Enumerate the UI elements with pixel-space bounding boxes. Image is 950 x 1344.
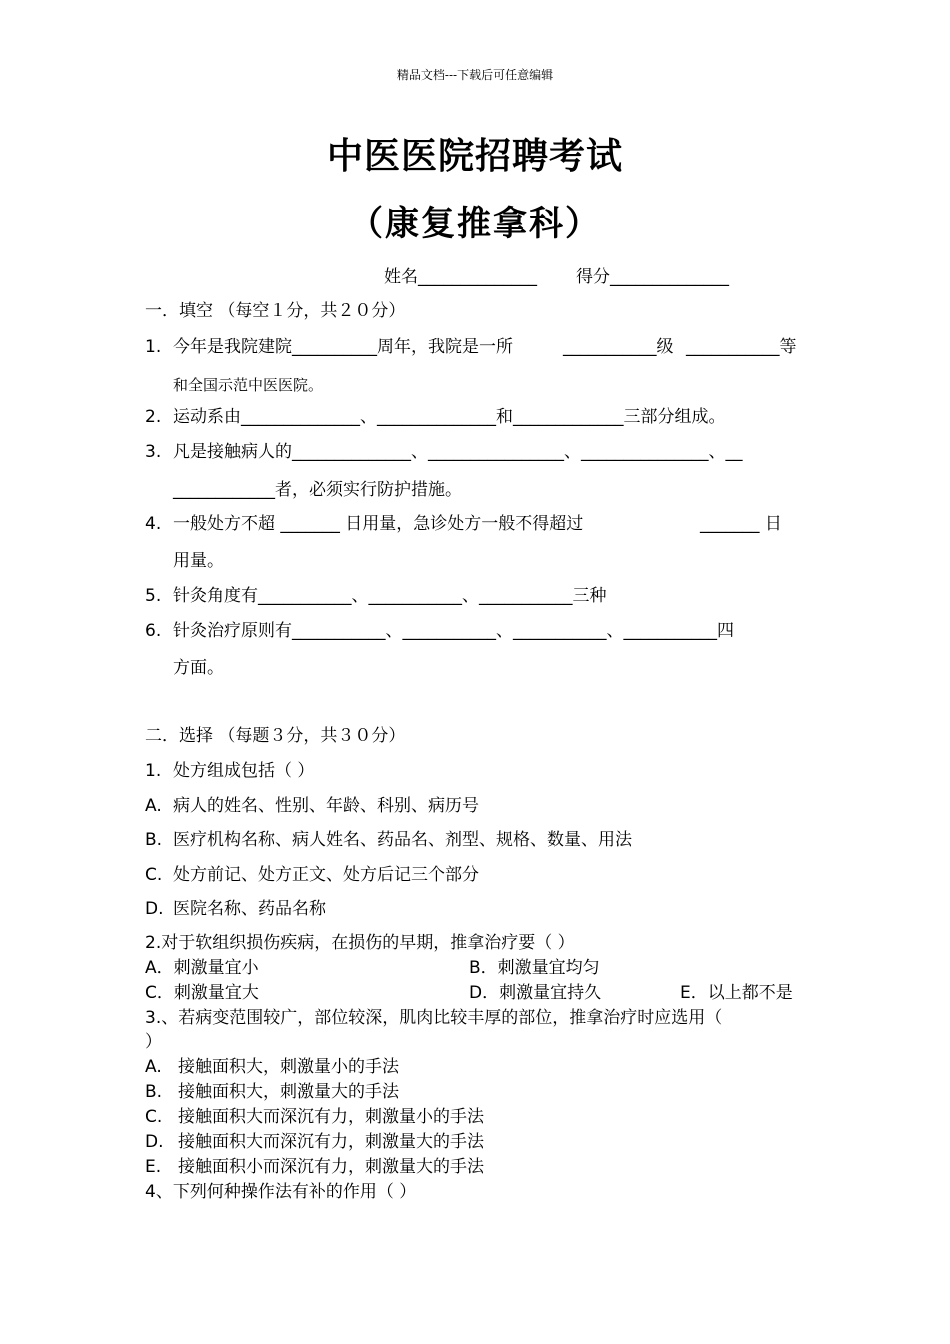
fill-q3-text: 凡是接触病人的______________、________________、_______________、__ — [173, 442, 743, 462]
choice-q4-text: 4、下列何种操作法有补的作用（ ） — [145, 1182, 417, 1202]
choice-q1-option-c-label[interactable]: C. — [145, 865, 163, 885]
choice-q3-option-c-label[interactable]: C. — [145, 1107, 163, 1127]
choice-q3-option-e-label[interactable]: E. — [145, 1157, 162, 1177]
choice-q3-option-d-label[interactable]: D. — [145, 1132, 164, 1152]
fill-q6-continuation: 方面。 — [173, 658, 224, 678]
fill-q1-text: 今年是我院建院__________周年，我院是一所 — [173, 337, 513, 357]
name-field[interactable]: 姓名______________ — [384, 267, 537, 287]
choice-q3-option-a-label[interactable]: A. — [145, 1057, 162, 1077]
choice-q1-option-a[interactable]: 病人的姓名、性别、年龄、科别、病历号 — [173, 796, 479, 816]
choice-q1-option-b[interactable]: 医疗机构名称、病人姓名、药品名、剂型、规格、数量、用法 — [173, 830, 632, 850]
choice-q3-option-b[interactable]: 接触面积大，刺激量大的手法 — [178, 1082, 399, 1102]
choice-q1-number: 1. — [145, 761, 162, 781]
choice-q1-text: 处方组成包括（ ） — [173, 761, 315, 781]
choice-q2-option-b[interactable]: B．刺激量宜均匀 — [469, 958, 600, 978]
choice-q1-option-d[interactable]: 医院名称、药品名称 — [173, 899, 326, 919]
fill-q6-number: 6. — [145, 621, 162, 641]
choice-q3-option-a[interactable]: 接触面积大，刺激量小的手法 — [178, 1057, 399, 1077]
fill-q2-text: 运动系由______________、______________和_____________三部分组成。 — [173, 407, 726, 427]
choice-q3-option-c[interactable]: 接触面积大而深沉有力，刺激量小的手法 — [178, 1107, 484, 1127]
section2-heading: 二．选择 （每题３分，共３０分） — [145, 726, 406, 746]
watermark-text: 精品文档---下载后可任意编辑 — [396, 68, 554, 82]
fill-q4-blank-days[interactable]: _______ 日 — [700, 514, 782, 534]
fill-q5-number: 5. — [145, 586, 162, 606]
choice-q2-option-d[interactable]: D．刺激量宜持久 — [469, 983, 602, 1003]
choice-q3-option-e[interactable]: 接触面积小而深沉有力，刺激量大的手法 — [178, 1157, 484, 1177]
fill-q5-text: 针灸角度有___________、___________、___________三种 — [173, 586, 607, 606]
fill-q4-continuation: 用量。 — [173, 551, 224, 571]
choice-q3-option-b-label[interactable]: B. — [145, 1082, 163, 1102]
choice-q1-option-c[interactable]: 处方前记、处方正文、处方后记三个部分 — [173, 865, 479, 885]
choice-q3-text: 3.、若病变范围较广，部位较深，肌肉比较丰厚的部位，推拿治疗时应选用（ — [145, 1008, 723, 1028]
page-subtitle: （康复推拿科） — [349, 204, 601, 244]
choice-q3-option-d[interactable]: 接触面积大而深沉有力，刺激量大的手法 — [178, 1132, 484, 1152]
fill-q4-text: 一般处方不超 _______ 日用量，急诊处方一般不得超过 — [173, 514, 584, 534]
choice-q3-continuation: ） — [145, 1032, 162, 1052]
fill-q1-blank-grade[interactable]: ___________等 — [686, 337, 797, 357]
fill-q1-number: 1. — [145, 337, 162, 357]
fill-q1-continuation: 和全国示范中医医院。 — [173, 376, 324, 394]
fill-q1-blank-level[interactable]: ___________级 — [563, 337, 674, 357]
choice-q2-option-e[interactable]: E．以上都不是 — [680, 983, 793, 1003]
fill-q3-number: 3. — [145, 442, 162, 462]
section1-heading: 一．填空 （每空１分，共２０分） — [145, 301, 406, 321]
choice-q2-text: 2.对于软组织损伤疾病，在损伤的早期，推拿治疗要（ ） — [145, 933, 575, 953]
page-title: 中医医院招聘考试 — [326, 136, 623, 177]
fill-q6-text: 针灸治疗原则有___________、___________、___________、___________四 — [173, 621, 734, 641]
fill-q3-continuation: ____________者，必须实行防护措施。 — [173, 480, 462, 500]
fill-q4-number: 4. — [145, 514, 162, 534]
choice-q1-option-b-label[interactable]: B. — [145, 830, 163, 850]
choice-q1-option-a-label[interactable]: A. — [145, 796, 162, 816]
score-field[interactable]: 得分______________ — [576, 267, 729, 287]
choice-q2-option-a[interactable]: A．刺激量宜小 — [145, 958, 259, 978]
fill-q2-number: 2. — [145, 407, 162, 427]
choice-q1-option-d-label[interactable]: D. — [145, 899, 164, 919]
choice-q2-option-c[interactable]: C．刺激量宜大 — [145, 983, 259, 1003]
